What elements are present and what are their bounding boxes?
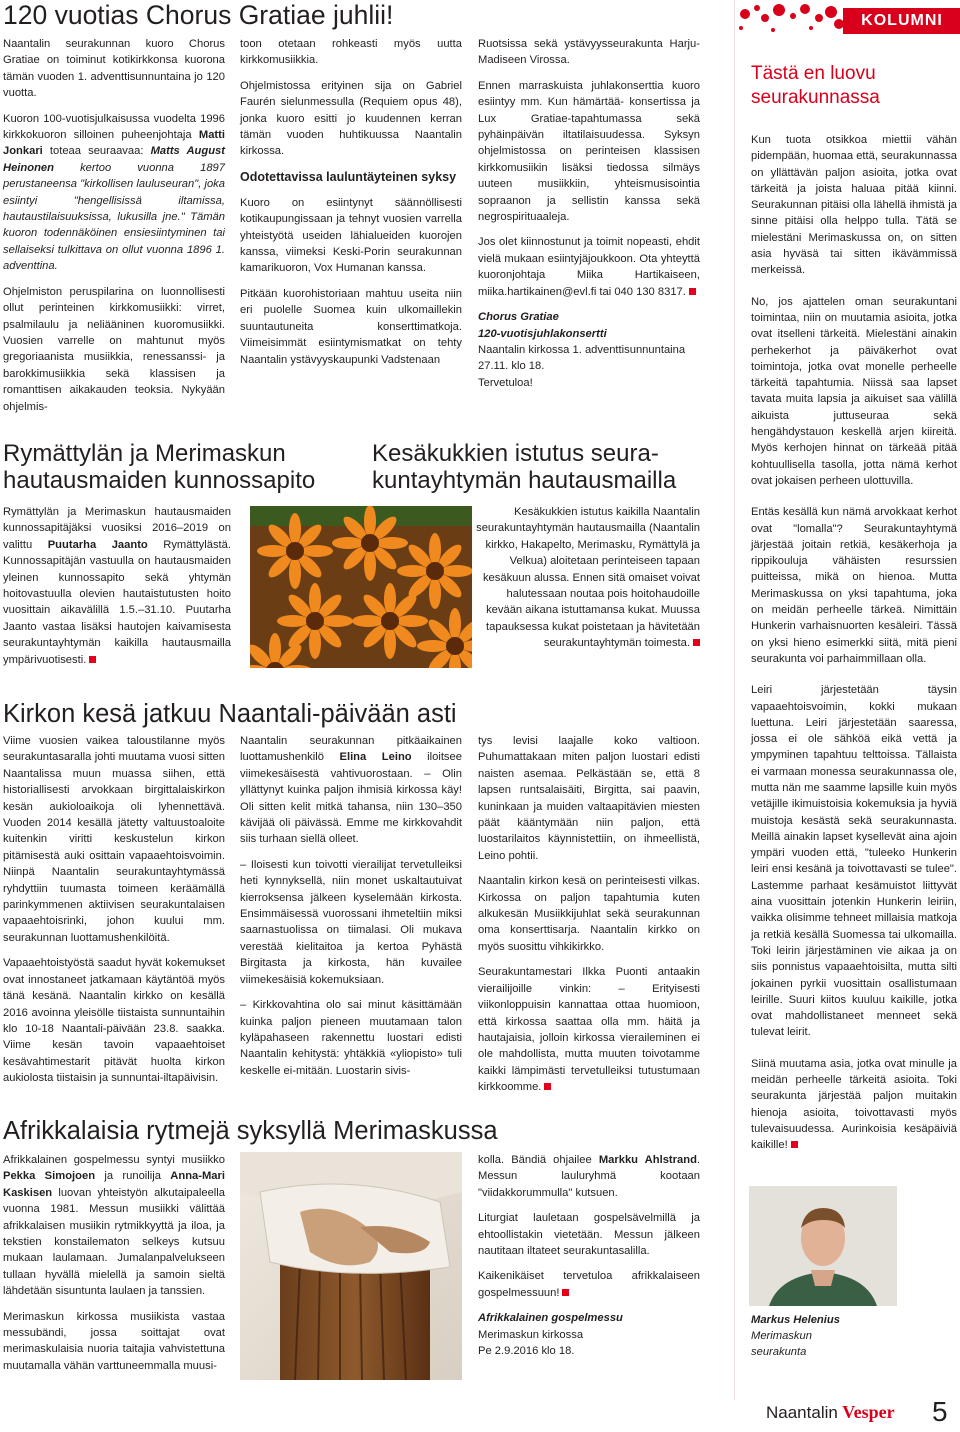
paragraph: – Kirkkovahtina olo sai minut käsittämään kuinka paljon pieneen muutamaan talon kyläpahaseen rakennettu luostari edisti Naantalin kehitystä: yhtäkkiä «yliopisto» tuli keskelle ei-mitään. Luostarin sivis-: [240, 999, 462, 1077]
paragraph: Kaikenikäiset tervetuloa afrikkalaiseen gospelmessuun!: [478, 1270, 700, 1299]
author-credit: Markus Helenius Merimaskun seurakunta: [751, 1314, 840, 1358]
end-mark-icon: [693, 639, 700, 646]
paragraph: kolla. Bändiä ohjailee Markku Ahlstrand. Messun lauluryhmä kootaan "viidakkorummulla" kutsuen.: [478, 1154, 701, 1199]
end-mark-icon: [562, 1289, 569, 1296]
paragraph: Leiri järjestetään täysin vapaaehtoisvoimin, kokki mukaan luettuna. Leiri järjestetään saaressa, jossa ei ole sähköä eikä vettä ja ympyminen tapahtuu telttoissa. Tällaista ei varmaan monessa seurakunnassa ole, mutta nän me saamme lapsille kuin myös vetäjille ikimuistoisia kokemuksia ja hyviä muistoja kesästä sekä seurakunnasta. Meillä ainakin lapset kysellevät aina ajoin ympäri vuoden että, "tuleeko Hunkerin leiri ensi kesänä ja toivottavasti se tulee". Lastemme parhaat kesämuistot liittyvät aina vuosittain jotenkin Hunkerin leiriin, vaikka olisimme tehneet millaisia matkoja ja retkiä kesällä Suomessa tai ulkomailla. Toki leirin järjestäminen vie aikaa ja on siis ponnistus vapaaehtoisilta, mutta silti jokainen pyrkii vuosittain osallistumaan leirille. Suuri kiitos kuuluu kaikille, jotka ovat mahdollistaneet menneet sekä tulevat leirit.: [751, 684, 957, 1039]
paragraph: No, jos ajattelen oman seurakuntani toimintaa, niin on muutamia asioita, jotka ovat itselleni tärkeitä. Mielestäni ainakin perhekerhot ja päiväkerhot ovat toimintoja, jotka ovat monelle perheelle tärkeitä tapahtumia. Niissä saa lapset tavata muita lapsia ja aikuiset saa välillä aikuista juttuseuraa sekä hengähdystauon keskellä arjen kiireitä. Myös kerhojen hinnat on tärkeää pitää kohtuullisella tasolla, jotta nämä kerhot ovat jokaisen perheen ulottuvilla.: [751, 295, 957, 487]
paragraph: Naantalin kirkon kesä on perinteisesti vilkas. Kirkossa on paljon tapahtumia kuten alkukesän Musiikkijuhlat sekä seurakunnan oma konserttisarja. Naantalin kirkko on myös suosittu vihkikirkko.: [478, 875, 700, 953]
article4-column-1: [3, 733, 225, 1096]
brand-text: Naantalin: [766, 1403, 838, 1422]
page-number: 5: [932, 1396, 948, 1427]
paragraph: Jos olet kiinnostunut ja toimit nopeasti, ehdit vielä mukaan esiintyjäjoukkoon. Ota yhteyttä kuoronjohtaja Miika Hartikaiseen, miika.hartikainen@evl.fi tai 040 130 8317.: [478, 236, 700, 298]
paragraph: Kun tuota otsikkoa miettii vähän pidempään, huomaa että, seurakunnassa on yllättävän paljon asioita, jotka ovat tärkeitä ja joista haluaa pitää kiinni. Seurakunnan pitäisi olla lähellä ihmistä ja sinne pitäisi olla helppo tulla. Tätä se mielestäni Merimaskussa on, on sitten asia hyväsä tai sitten ikävämmissä merkeissä.: [751, 134, 957, 277]
article1-column-1: [3, 36, 225, 424]
end-mark-icon: [791, 1141, 798, 1148]
paragraph: Naantalin seurakunnan kuoro Chorus Gratiae on toiminut kotikirkkonsa kuorona tämän vuoden 1. adventtisunnuntaina jo 120 vuotta.: [3, 38, 225, 100]
article3-title: Kesäkukkien istutus seura- kuntayhtymän hautausmailla: [372, 440, 677, 494]
article2-title: Rymättylän ja Merimaskun hautausmaiden kunnossapito: [3, 440, 316, 494]
article5-title: Afrikkalaisia rytmejä syksyllä Merimaskussa: [3, 1117, 498, 1145]
article3-body: [472, 504, 700, 661]
footer-brand: [766, 1402, 895, 1432]
paragraph: Naantalin seurakunnan pitkäaikainen luottamushenkilö Elina Leino iloitsee viimekesäisestä vahtivuorostaan. – Olin yllättynyt kuinka paljon ihmisiä kirkossa käy! Oli sitten kelit mitkä tahansa, niin 130–350 kävijää oli päivässä. Emme me kirkkovahdit siis turhaan siellä olleet.: [240, 735, 462, 846]
drum-image: [240, 1152, 462, 1380]
paragraph: Ohjelmiston peruspilarina on luonnollisesti ollut perinteinen kirkkomusiikki: virret, psalmilaulu ja neliääninen kuoromusiikki. Vuosien varrelle on mahtunut myös gregoriaanista musiikkia, renessanssi- ja barokkimusiikkia sekä klassisen ja romanttisen aikakauden teoksia. Nykyään ohjelmis-: [3, 285, 225, 413]
subheading: Odotettavissa lauluntäyteinen syksy: [240, 169, 457, 184]
end-mark-icon: [89, 656, 96, 663]
kolumni-header: [735, 0, 960, 40]
drum-photo-icon: [240, 1152, 462, 1380]
article1-column-3: [478, 36, 700, 391]
paragraph: Viime vuosien vaikea taloustilanne myös seurakuntasaralla johti muutama vuosi sitten Naantalissa muun muassa siihen, että historiallisesti arvokkaan birgittalaiskirkon kesän aukioloaikoja oli lyhennettävä. Vuoden 2014 kesällä jätetty valtuustoaloite kuitenkin viritti keskustelun kirkon pitämisestä auki osittain vapaaehtoisvoimin. Niinpä Naantalin seurakuntayhtymässä ryhdyttiin tuumasta toimeen keräämällä parinkymmenen aktiivisen seurakuntalaisen vapaaehtoisrinki, johon kuului mm. seurakunnan luottamushenkilöitä.: [3, 735, 225, 944]
kolumni-sidebar: [734, 0, 960, 1400]
paragraph: Pitkään kuorohistoriaan mahtuu useita niin eri puolelle Suomea kuin ulkomaillekin suuntautuneita konserttimatkoja. Viimeisimmät esiintymismatkat on tehty Naantalin ystävyyskaupunki Vadstenaan: [240, 287, 462, 366]
article4-column-2: [240, 733, 462, 1088]
author-photo: [749, 1186, 897, 1306]
article4-title: Kirkon kesä jatkuu Naantali-päivään asti: [3, 700, 457, 728]
flower-image: [250, 506, 472, 668]
event-info: Chorus Gratiae 120-vuotisjuhlakonsertti Naantalin kirkossa 1. adventtisunnuntaina 27.11. klo 18. Tervetuloa!: [478, 311, 686, 389]
paragraph: Kuoron 100-vuotisjulkaisussa vuodelta 1996 kirkkokuoron silloinen puheenjohtaja Matti Jonkari toteaa seuraavaa: Matts August Heinonen kertoo vuonna 1897 perustaneensa "kirkollisen lauluseuran", joka esiintyi "hengellisissä iltamissa, hautaustilaisuuksissa, lukusilla jne." Tämän kuoron todennäköinen ensiesiintyminen tai sellaiseksi tulkittava on ollut vuonna 1896 1. adventtina.: [3, 112, 225, 273]
kolumni-body: [751, 132, 957, 1169]
paragraph: Afrikkalainen gospelmessu syntyi musiikko Pekka Simojoen ja runoilija Anna-Mari Kaskisen luovan yhteistyön alkutaipaleella vuonna 1981. Messun musiikki välittää afrikkalaisen musiikin rytmikkyyttä ja iloa, ja tekstien konstailematon selkeys kutsuu mukaan laulamaan. Jumalanpalvelukseen tullaan hyvällä mielellä ja samoin sieltä lähdetään sisuntunta laulaen ja tanssien.: [3, 1154, 225, 1298]
paragraph: Siinä muutama asia, jotka ovat minulle ja meidän perheelle tärkeitä asioita. Toki seurakunta järjestää paljon muitakin hienoja asioita, toivottavasti myös tulevaisuudessa. Aurinkoisia kesäpäiviä kaikille!: [751, 1057, 957, 1152]
end-mark-icon: [689, 288, 696, 295]
paragraph: tys levisi laajalle koko valtioon. Puhumattakaan miten paljon luostari edisti naisten asemaa. Pelkästään se, että 8 lapsen runtsalaisäiti, Birgitta, sai paavin, kuninkaan ja muiden valtaapitävien miesten päät kääntymään niin paljon, että luostarilaitos käynnistettiin, on ihmeellistä, Leino pohtii.: [478, 735, 700, 862]
article1-title: 120 vuotias Chorus Gratiae juhlii!: [3, 0, 394, 30]
paragraph: Vapaaehtoistyöstä saadut hyvät kokemukset ovat innostaneet jatkamaan käytäntöä myös tänä kesänä. Naantalin kirkko on kesällä 2016 avoinna yleisölle tiistaista sunnuntaihin klo 10-18 Naantali-päivään 23.8. saakka. Viime kesän tavoin vapaaehtoiset kesävahtimestarit pitävät huolta kirkon aukiolosta tiistaisin ja sunnuntai-iltapäivisin.: [3, 957, 225, 1085]
paragraph: Entäs kesällä kun nämä arvokkaat kerhot ovat "lomalla"? Seurakuntayhtymä järjestää joitain retkiä, kesäkerhoja ja rippikouluja vähäisten resurssien puitteissa, mikä on hienoa. Mutta Merimaskussa on yksi tapahtuma, joka on meidän perheelle tärkeä. Nimittäin Hunkerin varhaisnuorten kesäleiri. Tässä on yksi hieno esimerkki siitä, mitä pieni seurakunta voi parhaimmillaan olla.: [751, 506, 957, 665]
paragraph: Seurakuntamestari Ilkka Puonti antaakin vierailijoille vinkin: – Erityisesti viikonloppuisin kannattaa ottaa huomioon, että kirkossa saattaa olla mm. häitä ja hautajaisia, jolloin kirkossa vieraileminen ei ole mahdollista, mutta muuten toivotamme kaikki lämpimästi tervetulleiksi tutustumaan kirkkoomme.: [478, 966, 700, 1094]
portrait-icon: [749, 1186, 897, 1306]
paragraph: Ohjelmistossa erityinen sija on Gabriel Faurén sielunmessulla (Requiem opus 48), jonka kuoro esitti jo kuudennen kerran tämän vuoden huhtikuussa Naantalin kirkossa.: [240, 79, 462, 158]
kolumni-label: KOLUMNI: [843, 8, 960, 34]
paragraph: Kuoro on esiintynyt säännöllisesti kotikaupungissaan ja tehnyt vuosien varrella yhteistyötä useiden lähialueiden kuorojen kanssa, viimeksi Keski-Porin seurakunnan kamarikuoron, Vox Humanan kanssa.: [240, 196, 462, 275]
paragraph: Liturgiat lauletaan gospelsävelmillä ja ehtoollistakin vietetään. Messun jälkeen nautitaan iltateet seurakuntasalilla.: [478, 1212, 700, 1258]
paragraph: toon otetaan rohkeasti myös uutta kirkkomusiikkia.: [240, 38, 462, 67]
paragraph: Ennen marraskuista juhlakonserttia kuoro esiintyy mm. Kun hämärtää- konsertissa ja Lux Gratiae-tapahtumassa sekä pyhäinpäivän iltatilaisuudessa. Syksyn ohjelmistossa on perinteisen klassisen kirkkomusiikin lisäksi tiedossa silmäys uuteen musiikkiin, yhteismusisointia sopraanon ja sellistin kanssa sekä negrospirituaaleja.: [478, 79, 700, 224]
kolumni-title: Tästä en luovu seurakunnassa: [751, 63, 880, 108]
article1-column-2: [240, 36, 462, 377]
flower-photo-icon: [250, 506, 472, 668]
article5-column-1: [3, 1152, 225, 1383]
event-info: Afrikkalainen gospelmessu Merimaskun kirkossa Pe 2.9.2016 klo 18.: [478, 1312, 623, 1358]
end-mark-icon: [544, 1083, 551, 1090]
paragraph: Rymättylän ja Merimaskun hautausmaiden kunnossapitäjäksi vuosiksi 2016–2019 on valittu Puutarha Jaanto Rymättylästä. Kunnossapitäjän vastuulla on hautausmaiden yleinen kunnossapito sekä yhtymän hoitovastuulla olevien hautaistutusten hoito vuosittain aikavälillä 1.5.–31.10. Puutarha Jaanto vastaa lisäksi hautojen kaivamisesta seurakuntayhtymän kaikilla hautausmailla ympärivuotisesti.: [3, 506, 231, 666]
paragraph: Merimaskun kirkossa musiikista vastaa messubändi, jossa soittajat ovat merimaskulaisia nuoria taitajia vahvistettuna muutamalla vähän varttuneemmalla muusi-: [3, 1310, 225, 1372]
brand-logo: Vesper: [842, 1402, 895, 1422]
paragraph: Kesäkukkien istutus kaikilla Naantalin seurakuntayhtymän hautausmailla (Naantalin kirkko, Hakapelto, Merimasku, Rymättylä ja Velkua) aloitetaan perinteiseen tapaan kesäkuun alussa. Ennen sitä omaiset voivat halutessaan noutaa pois hoitohaudoille kevään aikana istuttamansa kukat. Muussa tapauksessa kukat poistetaan ja hävitetään seurakuntayhtymän toimesta.: [476, 506, 700, 650]
article5-column-3: [478, 1152, 700, 1359]
paragraph: – Iloisesti kun toivotti vierailijat tervetulleiksi heti kynnyksellä, niin monet uskaltautuivat kierroksensa jälkeen kyselemään kirkosta. Ensimmäisessä vuorossani ihmeteltiin miksi saarnastuolissa on tiimalasi. Oli mukava verestää kielitaitoa ja kertoa Pyhästä Birgitasta ja kirkosta, hän kuvailee viimekesäisiä kokemuksiaan.: [240, 858, 462, 986]
paragraph: Ruotsissa sekä ystävyysseurakunta Harju-Madiseen Virossa.: [478, 38, 700, 67]
article4-column-3: [478, 733, 700, 1105]
